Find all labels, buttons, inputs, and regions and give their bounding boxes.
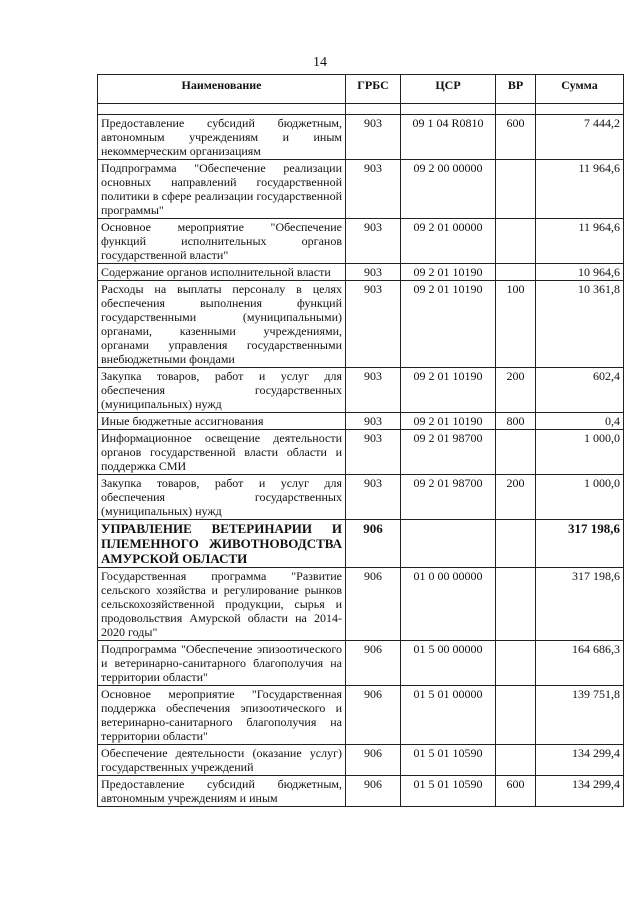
cell-grbs: 906 — [346, 745, 401, 776]
cell-vr — [496, 686, 536, 745]
cell-vr: 200 — [496, 475, 536, 520]
table-row — [98, 368, 624, 413]
table-body — [98, 104, 624, 807]
cell-vr: 800 — [496, 413, 536, 430]
cell-sum: 602,4 — [536, 368, 624, 413]
cell-sum: 1 000,0 — [536, 475, 624, 520]
table-row — [98, 641, 624, 686]
cell-grbs: 903 — [346, 160, 401, 219]
cell-vr — [496, 568, 536, 641]
table-row — [98, 745, 624, 776]
cell-name: Обеспечение деятельности (оказание услуг) государственных учреждений — [98, 745, 346, 776]
cell-csr: 09 2 01 10190 — [401, 264, 496, 281]
cell-csr: 01 5 00 00000 — [401, 641, 496, 686]
page-number: 14 — [313, 55, 327, 70]
cell-name: Государственная программа "Развитие сельского хозяйства и регулирование рынков сельскохозяйственной продукции, сырья и продовольствия Амурской области на 2014-2020 годы" — [98, 568, 346, 641]
cell-sum: 139 751,8 — [536, 686, 624, 745]
cell-vr: 600 — [496, 776, 536, 807]
header-sum: Сумма — [536, 75, 624, 104]
cell-vr — [496, 160, 536, 219]
header-grbs: ГРБС — [346, 75, 401, 104]
cell-csr: 09 2 01 00000 — [401, 219, 496, 264]
cell-name: Основное мероприятие "Обеспечение функций исполнительных органов государственной власти" — [98, 219, 346, 264]
cell-name: Предоставление субсидий бюджетным, автономным учреждениям и иным некоммерческим организациям — [98, 115, 346, 160]
cell-csr — [401, 520, 496, 568]
cell-vr — [496, 520, 536, 568]
table-row — [98, 776, 624, 807]
cell-name: Расходы на выплаты персоналу в целях обеспечения выполнения функций государственными (муниципальными) органами, казенными учреждениями, органами управления государственными внебюджетными фондами — [98, 281, 346, 368]
table-header-row — [98, 75, 624, 104]
cell-sum: 164 686,3 — [536, 641, 624, 686]
cell-csr: 01 5 01 10590 — [401, 776, 496, 807]
cell-csr: 09 2 01 10190 — [401, 281, 496, 368]
cell-csr: 09 2 00 00000 — [401, 160, 496, 219]
table-row — [98, 115, 624, 160]
cell-name: Иные бюджетные ассигнования — [98, 413, 346, 430]
cell-sum: 0,4 — [536, 413, 624, 430]
cell-sum: 134 299,4 — [536, 776, 624, 807]
cell-sum: 317 198,6 — [536, 568, 624, 641]
cell-grbs: 903 — [346, 281, 401, 368]
cell-csr: 09 2 01 10190 — [401, 368, 496, 413]
cell-csr: 09 2 01 10190 — [401, 413, 496, 430]
cell-name: Подпрограмма "Обеспечение эпизоотического и ветеринарно-санитарного благополучия на территории области" — [98, 641, 346, 686]
cell-sum: 1 000,0 — [536, 430, 624, 475]
cell-name: Основное мероприятие "Государственная поддержка обеспечения эпизоотического и ветеринарно-санитарного благополучия на территории области" — [98, 686, 346, 745]
cell-sum: 11 964,6 — [536, 160, 624, 219]
table-row — [98, 430, 624, 475]
budget-table — [97, 74, 624, 807]
cell-sum: 10 964,6 — [536, 264, 624, 281]
cell-grbs: 903 — [346, 219, 401, 264]
cell-grbs: 906 — [346, 776, 401, 807]
cell-vr — [496, 745, 536, 776]
cell-vr: 100 — [496, 281, 536, 368]
cell-sum: 134 299,4 — [536, 745, 624, 776]
header-vr: ВР — [496, 75, 536, 104]
cell-name: Закупка товаров, работ и услуг для обеспечения государственных (муниципальных) нужд — [98, 368, 346, 413]
cell-sum: 317 198,6 — [536, 520, 624, 568]
table-row — [98, 160, 624, 219]
cell-csr: 01 5 01 10590 — [401, 745, 496, 776]
cell-grbs: 903 — [346, 368, 401, 413]
table-row — [98, 413, 624, 430]
cell-name: УПРАВЛЕНИЕ ВЕТЕРИНАРИИ И ПЛЕМЕННОГО ЖИВОТНОВОДСТВА АМУРСКОЙ ОБЛАСТИ — [98, 520, 346, 568]
cell-vr — [496, 641, 536, 686]
header-csr: ЦСР — [401, 75, 496, 104]
cell-grbs: 903 — [346, 413, 401, 430]
cell-csr: 01 0 00 00000 — [401, 568, 496, 641]
cell-grbs: 903 — [346, 430, 401, 475]
cell-name: Содержание органов исполнительной власти — [98, 264, 346, 281]
cell-grbs: 906 — [346, 520, 401, 568]
spacer-row — [98, 104, 624, 115]
cell-grbs: 906 — [346, 568, 401, 641]
cell-csr: 01 5 01 00000 — [401, 686, 496, 745]
cell-sum: 10 361,8 — [536, 281, 624, 368]
cell-grbs: 906 — [346, 686, 401, 745]
table-row — [98, 568, 624, 641]
table-row — [98, 686, 624, 745]
cell-vr — [496, 430, 536, 475]
cell-sum: 11 964,6 — [536, 219, 624, 264]
table-row — [98, 264, 624, 281]
table-row — [98, 281, 624, 368]
cell-csr: 09 2 01 98700 — [401, 430, 496, 475]
cell-vr: 600 — [496, 115, 536, 160]
cell-vr — [496, 264, 536, 281]
header-name: Наименование — [98, 75, 346, 104]
cell-grbs: 903 — [346, 264, 401, 281]
cell-csr: 09 2 01 98700 — [401, 475, 496, 520]
table-row — [98, 475, 624, 520]
cell-name: Предоставление субсидий бюджетным, автономным учреждениям и иным — [98, 776, 346, 807]
cell-grbs: 903 — [346, 475, 401, 520]
cell-csr: 09 1 04 R0810 — [401, 115, 496, 160]
cell-vr — [496, 219, 536, 264]
table-row — [98, 520, 624, 568]
cell-vr: 200 — [496, 368, 536, 413]
cell-grbs: 906 — [346, 641, 401, 686]
cell-name: Подпрограмма "Обеспечение реализации основных направлений государственной политики в сфере реализации государственной программы" — [98, 160, 346, 219]
cell-sum: 7 444,2 — [536, 115, 624, 160]
cell-name: Информационное освещение деятельности органов государственной власти области и поддержка СМИ — [98, 430, 346, 475]
cell-name: Закупка товаров, работ и услуг для обеспечения государственных (муниципальных) нужд — [98, 475, 346, 520]
cell-grbs: 903 — [346, 115, 401, 160]
table-row — [98, 219, 624, 264]
